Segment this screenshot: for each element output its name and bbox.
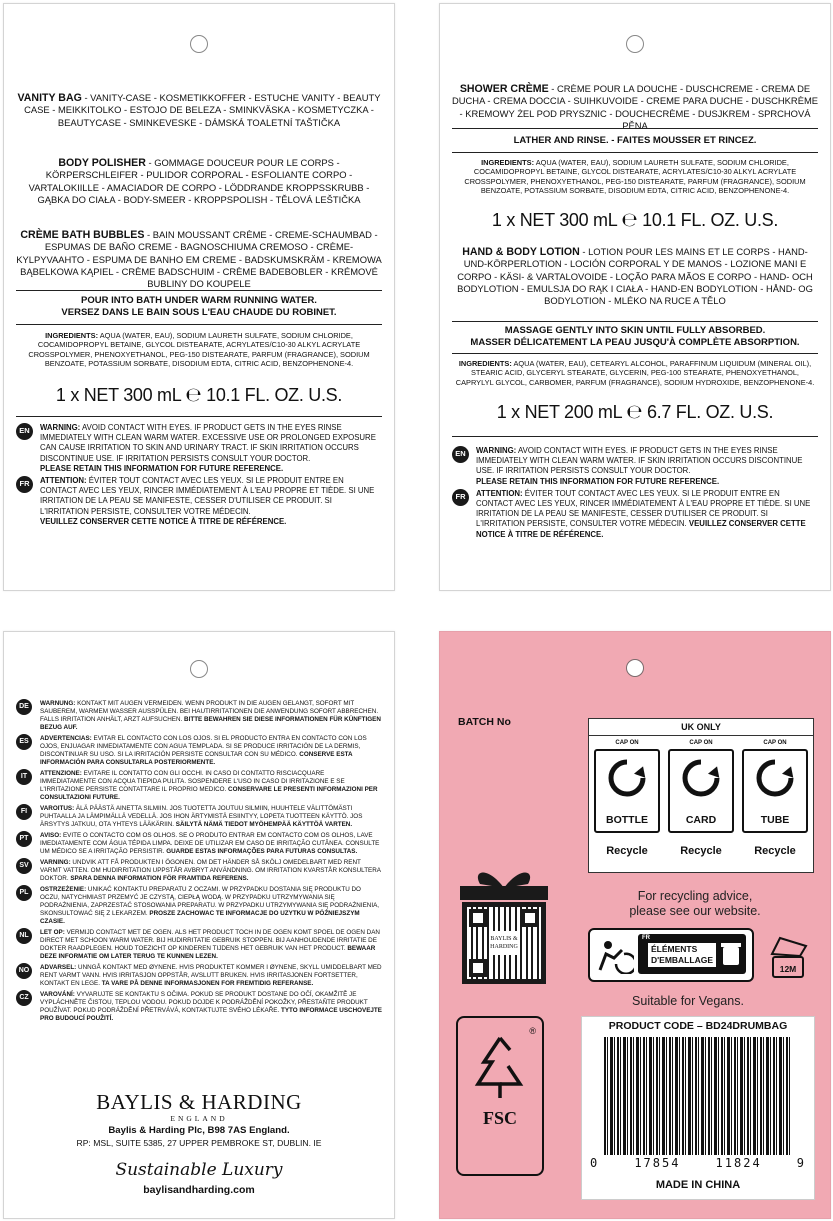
- language-badge: FR: [16, 476, 33, 493]
- instruction-en: POUR INTO BATH UNDER WARM RUNNING WATER.: [81, 295, 317, 306]
- warning-text: ÉVITER TOUT CONTACT AVEC LES YEUX. SI LE PRODUIT ENTRE EN CONTACT AVEC LES YEUX, RINCER IMMÉDIATEMENT À L'EAU PROPRE ET TIÈDE. SI UNE IRRITATION DE LA PEAU SE MANIFESTE, CESSER D'UTILISER CE PRODUIT. SI L'IRRITATION PERSISTE, CONSULTER VOTRE MÉDECIN.: [40, 476, 375, 516]
- hang-hole: [626, 659, 644, 677]
- divider: [452, 321, 818, 322]
- warning-fi: [20, 805, 382, 829]
- warning-fr: [19, 476, 382, 527]
- warning-text: UNNGÅ KONTAKT MED ØYNENE. HVIS PRODUKTET KOMMER I ØYNENE, SKYLL UMIDDELBART MED RENT VARMT VANN. HVIS IRRITASJON OPPSTÅR, AVSLUTT BRUKEN. HVIS IRRITASJONEN FORTSETTER, KONTAKT EN LEGE.: [40, 964, 382, 987]
- estimated-sign-icon: ℮: [621, 209, 638, 231]
- product-vanity-bag: [16, 92, 382, 129]
- warning-retain: CONSERVE ESTA INFORMACIÓN PARA CONSULTARLA POSTERIORMENTE.: [40, 751, 353, 766]
- bin-icon: [720, 941, 742, 967]
- instruction-fr: MASSER DÉLICATEMENT LA PEAU JUSQU'À COMPLÈTE ABSORPTION.: [470, 337, 800, 348]
- triman-label: [648, 943, 716, 967]
- warning-retain: TA VARE PÅ DENNE INFORMASJONEN FOR FREMTIDIG REFERANSE.: [99, 980, 314, 987]
- qr-pattern: [467, 907, 541, 979]
- warning-en: [455, 446, 818, 487]
- warning-label: LET OP:: [40, 929, 65, 936]
- product-name: HAND & BODY LOTION: [462, 246, 580, 258]
- pao-months: 12M: [772, 956, 804, 978]
- recycle-arrow-icon: [679, 756, 723, 800]
- triman-logo: [588, 928, 754, 982]
- warning-label: WARNUNG:: [40, 700, 76, 707]
- product-shower-creme: [452, 83, 818, 132]
- net-volume: [452, 401, 818, 423]
- gift-box-qr[interactable]: [458, 862, 550, 986]
- warning-pl: [19, 886, 382, 926]
- warning-pt: [19, 832, 382, 856]
- language-badge: SV: [16, 858, 32, 874]
- warning-label: OSTRZEŻENIE:: [40, 886, 87, 893]
- brand-country: ENGLAND: [170, 1114, 228, 1123]
- cap-on-label: CAP ON: [763, 740, 787, 746]
- triman-country: FR: [642, 935, 650, 941]
- product-name: BODY POLISHER: [58, 157, 146, 169]
- warning-text: EVITE O CONTACTO COM OS OLHOS. SE O PRODUTO ENTRAR EM CONTACTO COM OS OLHOS, LAVE IMEDIATAMENTE COM ÁGUA TÉPIDA LIMPA. DEIXE DE UTILIZAR EM CASO DE IRRITAÇÃO CUTÂNEA. CONSULTE UM MÉDICO SE A IRRITAÇÃO PERSISTIR.: [40, 832, 380, 855]
- usage-instructions: [452, 325, 818, 349]
- net-volume: [16, 384, 382, 406]
- language-badge: FI: [16, 804, 32, 820]
- ingredients-list: AQUA (WATER, EAU), SODIUM LAURETH SULFATE, SODIUM CHLORIDE, COCAMIDOPROPYL BETAINE, GLYCOL DISTEARATE, ACRYLATES/C10-30 ALKYL ACRYLATE CROSSPOLYMER, PHENOXYETHANOL, PEG-150 DISTEARATE, PARFUM (FRAGRANCE), SODIUM BENZOATE, POTASSIUM SORBATE, DISODIUM EDTA, CITRIC ACID, BENZOPHENONE-4.: [28, 331, 370, 369]
- warnings-list: [16, 700, 382, 1026]
- tagline: [4, 1160, 394, 1196]
- barcode-digits: [590, 1156, 806, 1170]
- brand-name: BAYLIS & HARDING: [96, 1090, 302, 1114]
- recycle-icons: [589, 736, 813, 857]
- warning-label: VAROITUS:: [40, 805, 75, 812]
- net-imperial: 10.1 FL. OZ. U.S.: [206, 385, 343, 405]
- pao-symbol: [766, 932, 812, 982]
- recycle-bottle: [594, 740, 660, 857]
- language-badge: ES: [16, 734, 32, 750]
- warning-retain: VEUILLEZ CONSERVER CETTE NOTICE À TITRE DE RÉFÉRENCE.: [476, 519, 806, 539]
- warning-cz: [19, 991, 382, 1023]
- warning-retain: BEWAAR DEZE INFORMATIE OM LATER TERUG TE KUNNEN LEZEN.: [40, 945, 376, 960]
- warning-retain: SÄILYTÄ NÄMÄ TIEDOT MYÖHEMPÄÄ KÄYTTÖÄ VARTEN.: [174, 821, 353, 828]
- recycle-label: Recycle: [680, 845, 722, 857]
- language-badge: NO: [16, 963, 32, 979]
- net-imperial: 10.1 FL. OZ. U.S.: [642, 210, 779, 230]
- recycle-tube: [742, 740, 808, 857]
- ingredients-list: AQUA (WATER, EAU), SODIUM LAURETH SULFATE, SODIUM CHLORIDE, COCAMIDOPROPYL BETAINE, GLYCOL DISTEARATE, ACRYLATES/C10-30 ALKYL ACRYLATE CROSSPOLYMER, PHENOXYETHANOL, PEG-150 DISTEARATE, PARFUM (FRAGRANCE), SODIUM BENZOATE, POTASSIUM SORBATE, DISODIUM EDTA, CITRIC ACID, BENZOPHENONE-4.: [464, 158, 806, 196]
- barcode-digit: 11824: [715, 1156, 762, 1170]
- label-card-multilingual-warnings: [3, 631, 395, 1219]
- barcode-panel: [581, 1016, 815, 1200]
- product-name: CRÈME BATH BUBBLES: [20, 229, 145, 241]
- ingredients: [452, 158, 818, 196]
- country-of-origin: MADE IN CHINA: [655, 1179, 741, 1191]
- warning-label: ATTENZIONE:: [40, 770, 82, 777]
- recycle-label: Recycle: [606, 845, 648, 857]
- hang-hole: [190, 660, 208, 678]
- product-name: SHOWER CRÈME: [459, 83, 549, 95]
- material-label: TUBE: [760, 814, 790, 826]
- warning-retain: PROSZE ZACHOWAC TE INFORMACJE DO UZYTKU W PÓŹNIEJSZYM CZASIE.: [40, 910, 360, 925]
- advice-line-2: please see our website.: [629, 904, 761, 918]
- warning-text: VYVARUJTE SE KONTAKTU S OČIMA. POKUD SE PRODUKT DOSTANE DO OČÍ, OKAMŽITĚ JE VYPLÁCHNĚTE ČISTOU, TEPLOU VODOU. POKUD DOJDE K PODRÁŽDĚNÍ POKOŽKY, PŘESTAŇTE PRODUKT POUŽÍVAT. POKUD PODRÁŽDĚNÍ PŘETRVÁVÁ, KONTAKTUJTE SVÉHO LÉKAŘE.: [40, 991, 368, 1014]
- label-card-shower-lotion: [439, 3, 831, 591]
- triman-text-box: [638, 934, 746, 974]
- company-address: [4, 1124, 394, 1150]
- warning-label: ADVARSEL:: [40, 964, 77, 971]
- usage-instructions: [16, 295, 382, 319]
- instruction-en: MASSAGE GENTLY INTO SKIN UNTIL FULLY ABSORBED.: [504, 325, 766, 336]
- warning-es: [19, 735, 382, 767]
- divider: [452, 128, 818, 129]
- language-badge: NL: [16, 928, 32, 944]
- warning-text: VERMIJD CONTACT MET DE OGEN. ALS HET PRODUCT TOCH IN DE OGEN KOMT SPOEL DE OGEN DAN DIRECT MET SCHOON WARM WATER. BIJ HUDIRRITATIE GEBRUIK STOPPEN. BIJ AANHOUDENDE IRRITATIE DE DOKTER RAADPLEGEN. HOUD TOEZICHT OP KINDEREN TIJDENS HET GEBRUIK VAN HET PRODUCT.: [40, 929, 380, 952]
- instruction: LATHER AND RINSE. - FAITES MOUSSER ET RINCEZ.: [513, 135, 757, 146]
- instruction-fr: VERSEZ DANS LE BAIN SOUS L'EAU CHAUDE DU ROBINET.: [61, 307, 337, 318]
- warning-retain: PLEASE RETAIN THIS INFORMATION FOR FUTURE REFERENCE.: [476, 476, 720, 486]
- language-badge: PL: [16, 885, 32, 901]
- ingredients-label: INGREDIENTS:: [458, 359, 512, 368]
- language-badge: DE: [16, 699, 32, 715]
- qr-brand-line2: HARDING: [490, 944, 518, 950]
- warning-retain: BITTE BEWAHREN SIE DIESE INFORMATIONEN FÜR KÜNFTIGEN BEZUG AUF.: [40, 716, 381, 731]
- recycle-card: [668, 740, 734, 857]
- estimated-sign-icon: ℮: [626, 401, 643, 423]
- warning-retain: TYTO INFORMACE USCHOVEJTE PRO BUDOUCÍ POUŽITÍ.: [40, 1007, 382, 1022]
- warning-text: AVOID CONTACT WITH EYES. IF PRODUCT GETS IN THE EYES RINSE IMMEDIATELY WITH CLEAN WARM WATER. EXCESSIVE USE OR PROLONGED EXPOSURE CAN CAUSE IRRITATION TO SKIN AND URINARY TRACT. IF SKIN IRRITATION OCCURS DISCONTINUE USE. IF IRRITATION PERSISTS CONSULT YOUR DOCTOR.: [40, 423, 376, 463]
- vegan-statement: Suitable for Vegans.: [632, 994, 744, 1008]
- warning-label: ATTENTION:: [476, 488, 523, 498]
- fsc-tree-icon: [470, 1032, 530, 1102]
- barcode-bars: [604, 1037, 792, 1155]
- material-label: CARD: [685, 814, 717, 826]
- warnings: [452, 446, 818, 540]
- warning-nl: [19, 929, 382, 961]
- divider: [452, 152, 818, 153]
- language-badge: PT: [16, 831, 32, 847]
- jar-lid-icon: [766, 932, 812, 956]
- qr-brand: [489, 931, 519, 955]
- estimated-sign-icon: ℮: [185, 384, 202, 406]
- warning-de: [19, 700, 382, 732]
- net-metric: 1 x NET 300 mL: [491, 210, 617, 230]
- uk-recycling-panel: [588, 718, 814, 873]
- warning-text: EVITAR EL CONTACTO CON LOS OJOS. SI EL PRODUCTO ENTRA EN CONTACTO CON LOS OJOS, ENJUAGAR INMEDIATAMENTE CON AGUA TEMPLADA. SI SE PRODUCE IRRITACIÓN DE LA DERMIS, DISCONTINUAR SU USO. SI LA IRRITACIÓN PERSISTE CONSULTAR CON SU MÉDICO.: [40, 735, 367, 758]
- uk-only-label: UK ONLY: [589, 719, 813, 736]
- warning-no: [18, 964, 382, 988]
- warning-text: UNIKAĆ KONTAKTU PREPARATU Z OCZAMI. W PRZYPADKU DOSTANIA SIĘ PRODUKTU DO OCZU, NATYCHMIAST PRZEMYĆ JE CZYSTĄ, CIEPŁĄ WODĄ. W PRZYPADKU UTRZYMYWANIA SIĘ PODRAŻNIENIA, ZAPRZESTAĆ STOSOWANIA PREPARATU. W PRZYPADKU UTRZYMYWANIA SIĘ PODRAŻNIENIA, SKONSULTOWAĆ SIĘ Z LEKARZEM.: [40, 886, 380, 917]
- ingredients-label: INGREDIENTS:: [481, 158, 535, 167]
- warning-retain: CONSERVARE LE PRESENTI INFORMAZIONI PER CONSULTAZIONI FUTURE.: [40, 786, 378, 801]
- product-name: VANITY BAG: [17, 92, 82, 104]
- warning-text: AVOID CONTACT WITH EYES. IF PRODUCT GETS IN THE EYES RINSE IMMEDIATELY WITH CLEAN WARM WATER. IF SKIN IRRITATION OCCURS DISCONTINUE USE. IF IRRITATION PERSISTS CONSULT YOUR DOCTOR.: [476, 446, 803, 476]
- warning-text: ÉVITER TOUT CONTACT AVEC LES YEUX. SI LE PRODUIT ENTRE EN CONTACT AVEC LES YEUX, RINCER IMMÉDIATEMENT À L'EAU PROPRE ET TIÈDE. SI UNE IRRITATION DE LA PEAU SE MANIFESTE, CESSER D'UTILISER CE PRODUIT. SI L'IRRITATION PERSISTE, CONSULTER VOTRE MÉDECIN.: [476, 488, 811, 529]
- triman-line2: D'EMBALLAGE: [651, 955, 713, 965]
- cap-on-label: CAP ON: [689, 740, 713, 746]
- recycle-tube-icon: [742, 749, 808, 833]
- batch-number-label: BATCH No: [458, 716, 511, 728]
- gift-bow-icon: [458, 862, 550, 902]
- address-line-2: RP: MSL, SUITE 5385, 27 UPPER PEMBROKE ST, DUBLIN. IE: [76, 1138, 322, 1148]
- warning-text: EVITARE IL CONTATTO CON GLI OCCHI. IN CASO DI CONTATTO RISCIACQUARE IMMEDIATAMENTE CON ACQUA TIEPIDA PULITA. SOSPENDERE L'USO IN CASO DI IRRITAZIONE E SE L'IRRITAZIONE PERSISTE CONTATTARE IL PROPRIO MEDICO.: [40, 770, 345, 793]
- warning-label: VARNING:: [40, 859, 71, 866]
- label-card-vanity-bag: [3, 3, 395, 591]
- product-translations: - GOMMAGE DOUCEUR POUR LE CORPS - KÖRPERSCHLEIFER - PULIDOR CORPORAL - ESFOLIANTE CORPO - VARTALOKIILLE - AMACIADOR DE CORPO - LÖDDRANDE KROPPSSKRUBB - GĄBKA DO CIAŁA - BODY-SMEER - KROPPSPOLISH - TĚLOVÁ LEŠTIČKA: [28, 157, 370, 205]
- warning-retain: SPARA DENNA INFORMATION FÖR FRAMTIDA REFERENS.: [68, 875, 249, 882]
- recycle-bottle-icon: [594, 749, 660, 833]
- warning-text: UNDVIK ATT FÅ PRODUKTEN I ÖGONEN. OM DET HÄNDER SÅ SKÖLJ OMEDELBART MED RENT VARMT VATTEN. OM HUDIRRITATION UPPSTÅR AVBRYT ANVÄNDNING. OM IRRITATION KVARSTÅR KONSULTERA DOKTOR.: [40, 859, 381, 882]
- product-body-polisher: [16, 157, 382, 206]
- website: baylisandharding.com: [143, 1184, 255, 1196]
- divider: [16, 416, 382, 417]
- advice-line-1: For recycling advice,: [637, 889, 753, 903]
- warning-label: WARNING:: [476, 446, 517, 455]
- ingredients: [452, 359, 818, 387]
- product-translations: - CRÈME POUR LA DOUCHE - DUSCHCREME - CREMA DE DUCHA - CREMA DOCCIA - SUIHKUVOIDE - CREME PARA DUCHE - DUSCHKRÈME - KREMOWY ŻEL POD PRYSZNIC - DOUCHECRÈME - DUSJKREM - SPRCHOVÁ PĚNA: [452, 83, 819, 131]
- barcode-digit: 17854: [634, 1156, 681, 1170]
- hang-hole: [626, 35, 644, 53]
- warning-en: [19, 423, 382, 474]
- product-hand-body-lotion: [452, 246, 818, 307]
- warning-label: VAROVÁNÍ:: [40, 991, 75, 998]
- net-imperial: 6.7 FL. OZ. U.S.: [646, 402, 774, 422]
- warning-sv: [19, 859, 382, 883]
- product-translations: - LOTION POUR LES MAINS ET LE CORPS - HAND-UND-KÖRPERLOTION - LOCIÓN CORPORAL Y DE MANOS - LOZIONE MANI E CORPO - KÄSI- & VARTALOVOIDE - LOÇÃO PARA MÃOS E CORPO - HAND- OCH BODYLOTION - EMULSJA DO RĄK I CIAŁA - HAND-EN BODYLOTION - HÅND- OG BODYLOTION - MLÉKO NA RUCE A TĚLO: [457, 246, 813, 307]
- address-line-1: Baylis & Harding Plc, B98 7AS England.: [108, 1125, 290, 1136]
- warning-label: AVISO:: [40, 832, 62, 839]
- language-badge: EN: [16, 423, 33, 440]
- brand-logo: [4, 1090, 394, 1123]
- warning-retain: PLEASE RETAIN THIS INFORMATION FOR FUTURE REFERENCE.: [40, 463, 284, 473]
- usage-instructions: [452, 135, 818, 147]
- warning-it: [20, 770, 382, 802]
- divider: [16, 290, 382, 291]
- tagline-script: Sustainable Luxury: [115, 1160, 283, 1180]
- recycle-label: Recycle: [754, 845, 796, 857]
- fsc-text: FSC: [482, 1108, 517, 1128]
- warning-retain: GUARDE ESTAS INFORMAÇÕES PARA FUTURAS CONSULTAS.: [164, 848, 358, 855]
- ingredients: [16, 331, 382, 369]
- divider: [16, 324, 382, 325]
- fsc-logo: [456, 1016, 544, 1176]
- warning-label: ATTENTION:: [40, 476, 87, 486]
- warnings: [16, 423, 382, 527]
- language-badge: EN: [452, 446, 469, 463]
- warning-fr: [455, 488, 818, 540]
- barcode-digit: 0: [590, 1156, 600, 1170]
- hang-hole: [190, 35, 208, 53]
- qr-brand-line1: BAYLIS &: [490, 936, 518, 942]
- net-metric: 1 x NET 200 mL: [496, 402, 622, 422]
- language-badge: IT: [16, 769, 32, 785]
- divider: [452, 436, 818, 437]
- product-translations: - VANITY-CASE - KOSMETIKKOFFER - ESTUCHE VANITY - BEAUTY CASE - MEIKKITOLKO - ESTOJO DE BELEZA - SMINKVÄSKA - KOSMETYCZKA - BEAUTYCASE - SMINKEVESKE - DÁMSKÁ TOALETNÍ TAŠTIČKA: [24, 92, 381, 128]
- triman-line1: ÉLÉMENTS: [651, 944, 698, 954]
- triman-icon: [594, 934, 634, 974]
- recycling-advice: [600, 889, 790, 919]
- language-badge: FR: [452, 489, 469, 506]
- product-creme-bath-bubbles: [16, 229, 382, 290]
- barcode-digit: 9: [796, 1156, 806, 1170]
- warning-text: KONTAKT MIT AUGEN VERMEIDEN. WENN PRODUKT IN DIE AUGEN GELANGT, SOFORT MIT SAUBEREM, WARMEM WASSER AUSSPÜLEN. BEI HAUTIRRITATIONEN DIE ANWENDUNG SOFORT ABBRECHEN. FALLS IRRITATION ANHÄLT, ARZT AUFSUCHEN.: [40, 700, 379, 723]
- material-label: BOTTLE: [606, 814, 648, 826]
- warning-label: WARNING:: [40, 423, 81, 432]
- warning-retain: VEUILLEZ CONSERVER CETTE NOTICE À TITRE DE RÉFÉRENCE.: [40, 516, 287, 526]
- net-metric: 1 x NET 300 mL: [55, 385, 181, 405]
- recycle-card-icon: [668, 749, 734, 833]
- language-badge: CZ: [16, 990, 32, 1006]
- ingredients-label: INGREDIENTS:: [45, 331, 99, 340]
- label-card-packaging-info: [439, 631, 831, 1219]
- registered-mark: ®: [529, 1026, 536, 1036]
- recycle-arrow-icon: [605, 756, 649, 800]
- divider: [452, 353, 818, 354]
- net-volume: [452, 209, 818, 231]
- qr-code: [462, 902, 546, 984]
- cap-on-label: CAP ON: [615, 740, 639, 746]
- product-translations: - BAIN MOUSSANT CRÈME - CREME-SCHAUMBAD - ESPUMAS DE BAÑO CREME - BAGNOSCHIUMA CREMOSO - CRÈME-KYLPYVAAHTO - ESPUMA DE BANHO EM CREME - BADSKUMSKRÄM - KREMOWA BĄBELKOWA KĄPIEL - CRÈME BADSCHUIM - CRÈME BADEBOBLER - KRÉMOVÉ BUBLINY DO KOUPELE: [16, 229, 382, 290]
- warning-label: ADVERTENCIAS:: [40, 735, 92, 742]
- ingredients-list: AQUA (WATER, EAU), CETEARYL ALCOHOL, PARAFFINUM LIQUIDUM (MINERAL OIL), STEARIC ACID, GLYCERYL STEARATE, GLYCERIN, PEG-100 STEARATE, PHENOXYETHANOL, CAPRYLYL GLYCOL, CARBOMER, PARFUM (FRAGRANCE), SODIUM HYDROXIDE, BENZOPHENONE-4.: [455, 359, 815, 387]
- recycle-arrow-icon: [753, 756, 797, 800]
- product-code: PRODUCT CODE – BD24DRUMBAG: [608, 1020, 788, 1032]
- warning-text: ÄLÄ PÄÄSTÄ AINETTA SILMIIN. JOS TUOTETTA JOUTUU SILMIIN, HUUHTELE VÄLITTÖMÄSTI PUHTAALLA JA LÄMPIMÄLLÄ VEDELLÄ. JOS IHON ÄRTYMISTÄ ESIINTYY, LOPETA TUOTTEEN KÄYTTÖ. JOS ÄRSYTYS JATKUU, OTA YHTEYS LÄÄKÄRIIN.: [40, 805, 363, 828]
